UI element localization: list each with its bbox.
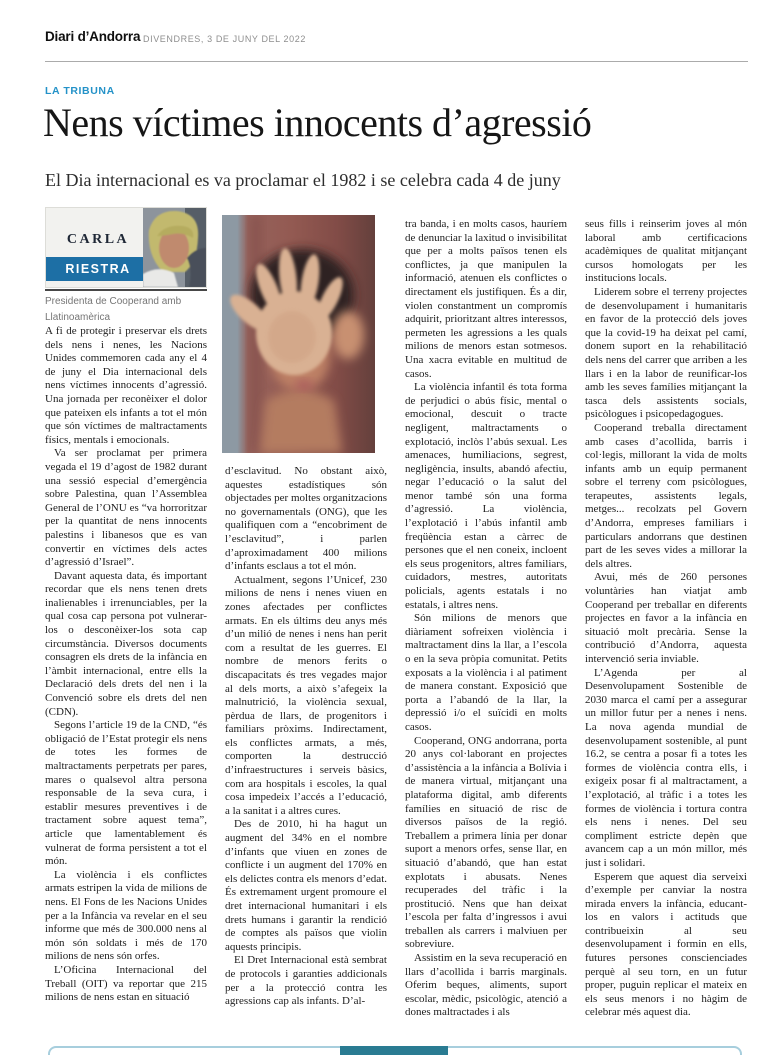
paragraph: Esperem que aquest dia serveixi d’exemple per canviar la nostra mirada envers la infància, educant-los en valors i actituds que contribueixin al seu desenvolupament i formin en ells, futures persones conscienciades perquè al seu torn, en un futur proper, puguin replicar el mateix en els seus menors i no hàgim de celebrar més aquest dia. (585, 870, 747, 1019)
article-column-1 (45, 325, 207, 1035)
paragraph: Liderem sobre el terreny projectes de desenvolupament i humanitaris en favor de la protecció dels joves que la covid-19 ha deixat pel camí, donem suport en la rehabilitació dels nens del carrer que arriben a les llars i en la labor de reunificar-los amb les seves famílies mitjançant la tasca dels assistents socials, psicòlogues i psicopedagogues. (585, 285, 747, 421)
paragraph: A fi de protegir i preservar els drets dels nens i nenes, les Nacions Unides commemoren cada any el 4 de juny el Dia internacional dels nens víctimes innocents d’agressió. Una jornada per reconèixer el dolor que pateixen els infants a tot el món que són víctimes de maltractaments físics, mentals i emocionals. (45, 325, 207, 446)
author-divider (45, 289, 207, 291)
paragraph: seus fills i reinserim joves al món laboral amb certificacions acadèmiques de qualitat mitjançant cursos homologats per les institucions locals. (585, 218, 747, 285)
author-card (45, 207, 207, 288)
article-photo-child-hand (222, 215, 375, 453)
paragraph: Segons l’article 19 de la CND, “és obligació de l’Estat protegir els nens de totes les formes de maltractaments perpetrats per pares, mares o qualsevol altra persona responsable de la seva cura, i establir mesures preventives i de tractament sobre aquest tema”, article que lamentablement és vulnerat de forma persistent a tot el món. (45, 719, 207, 868)
paragraph: L’Oficina Internacional del Treball (OIT) va reportar que 215 milions de nens estan en situació (45, 963, 207, 1004)
paragraph: tra banda, i en molts casos, hauríem de denunciar la laxitud o invisibilitat que per a molts països tenen els conflictes, ja que manipulen la informació, atenuen els conflictes o directament els justifiquen. És a dir, violen constantment un compromís adquirit, prioritzant altres interessos, permeten les agressions a les quals milions de menors estan sotmesos. Una xacra evitable en multitud de casos. (405, 218, 567, 380)
paragraph: La violència i els conflictes armats estripen la vida de milions de nens. El Fons de les Nacions Unides per a la Infància va revelar en el seu informe que més de 300.000 nens al món són soldats i més de 170 milions de nens són orfes. (45, 868, 207, 963)
paragraph: Davant aquesta data, és important recordar que els nens tenen drets inalienables i irrenunciables, per la qual cosa cap persona pot vulnerar-los o desconèixer-los sota cap circumstància. Diversos documents consagren els drets de la infància en l’àmbit internacional, entre ells la Declaració dels drets del nen i la Convenció sobre els drets del nen (CDN). (45, 569, 207, 718)
paragraph: Avui, més de 260 persones voluntàries han viatjat amb Cooperand per treballar en diferents projectes en favor a la infància en situació molt precària. Sense la contribució d’Andorra, aquesta intervenció seria inviable. (585, 571, 747, 665)
paragraph: d’esclavitud. No obstant això, aquestes estadístiques són objectades per moltes organitzacions no governamentals (ONG), que les qualifiquen com a “encobriment de l’esclavitud”, i parlen d’aproximadament 400 milions d’infants esclaus a tot el món. (225, 465, 387, 573)
masthead-date: DIVENDRES, 3 DE JUNY DEL 2022 (143, 34, 306, 44)
author-portrait-image (143, 208, 206, 287)
article-column-3 (405, 218, 567, 1035)
headline: Nens víctimes innocents d’agressió (43, 100, 592, 145)
paragraph: Des de 2010, hi ha hagut un augment del 34% en el nombre d’infants que viuen en zones de conflicte i un augment del 170% en els delictes contra els menors d’edat. És extremament urgent promoure el dret internacional humanitari i els drets humans i garantir la rendició de comptes als països que violin aquests principis. (225, 818, 387, 953)
paragraph: Assistim en la seva recuperació en llars d’acollida i barris marginals. Oferim beques, aliments, suport escolar, mèdic, psicològic, atenció a dones maltractades i als (405, 952, 567, 1019)
footer-teaser-accent (340, 1046, 448, 1055)
footer-teaser-box (48, 1046, 742, 1055)
article-column-2 (225, 465, 387, 1035)
subheadline: El Dia internacional es va proclamar el 1982 i se celebra cada 4 de juny (45, 170, 561, 190)
child-hand-image (222, 215, 375, 453)
section-label: LA TRIBUNA (45, 85, 115, 97)
paragraph: El Dret Internacional està sembrat de protocols i garanties addicionals per a la protecció contra les agressions cap als infants. D’al- (225, 954, 387, 1008)
article-column-4 (585, 218, 747, 1035)
paragraph: La violència infantil és tota forma de perjudici o abús físic, mental o emocional, descuit o tracte negligent, maltractaments o explotació, inclòs l’abús sexual. Les amenaces, humiliacions, segrest, negligència, insults, abandó afectiu, negar l’educació o la salut del menor també són una forma d’agressió. La violència, l’explotació i l’abús infantil amb freqüència estan a càrrec de persones que el nen coneix, incloent els seus progenitors, altres familiars, cuidadors, mestres, autoritats policials, agents estatals i no estatals, i altres nens. (405, 381, 567, 611)
paragraph: Cooperand, ONG andorrana, porta 20 anys col·laborant en projectes d’assistència a la infància a Bolívia i de manera virtual, mitjançant una plataforma digital, amb diferents famílies en situació de risc de diversos països de la regió. Treballem a primera línia per donar suport a menors orfes, sense llar, en situació d’abandó, que han estat explotats i abusats. Nenes recuperades del tràfic i la prostitució. Nens que han deixat l’escola per falta d’ingressos i avui treballen als carrers i malviuen per sobreviure. (405, 734, 567, 951)
author-first-name: CARLA (66, 232, 130, 247)
author-photo (143, 208, 206, 287)
paragraph: Cooperand treballa directament amb cases d’acollida, barris i col·legis, millorant la vida de molts infants amb un equip permanent sobre el terreny com psicòlogues, terapeutes, assistents legals, metges... recolzats pel Govern d’Andorra, empreses familiars i particulars andorrans que destinen part de les seves vides a millorar la dels altres. (585, 421, 747, 570)
masthead-rule (45, 61, 748, 62)
paragraph: L’Agenda per al Desenvolupament Sostenible de 2030 marca el camí per a assegurar un millor futur per a nenes i nens. La nova agenda mundial de desenvolupament sostenible, al punt 16.2, se centra a posar fi a totes les formes de violència contra ells, i exigeix posar fi al maltractament, a l’explotació, al tràfic i a totes les formes de violència i tortura contra els nens i nenes. Del seu compliment estricte depèn que avancem cap a un món millor, més just i solidari. (585, 666, 747, 869)
paragraph: Va ser proclamat per primera vegada el 19 d’agost de 1982 durant una sessió especial d’emergència sobre Palestina, quan l’Assemblea General de l’ONU es “va horroritzar per la quantitat de nens innocents palestins i libanesos que es van convertir en víctimes dels actes d’agressió d’Israel”. (45, 447, 207, 569)
paragraph: Són milions de menors que diàriament sofreixen violència i maltractament dins la llar, a l’escola o en la seva pròpia comunitat. Petits exposats a la violència i al patiment de manera constant. Exposició que porta a l’abandó de la llar, la depressió i/o el suïcidi en molts casos. (405, 612, 567, 733)
paragraph: Actualment, segons l’Unicef, 230 milions de nens i nenes viuen en zones afectades per conflictes armats. En els últims deu anys més d’un milió de nenes i nens han perit com a resultat de les guerres. El nombre de menors ferits o discapacitats és tres vegades major al dels morts, a això s’afegeix la malnutrició, la violència sexual, pèrdua de llars, de progenitors i familiars pròxims. Indirectament, els conflictes armats, a més, comporten la destrucció d’infraestructures i serveis bàsics, com ara hospitals i escoles, la qual cosa impedeix l’accés a l’educació, a la sanitat i a altres cures. (225, 573, 387, 817)
author-role: Presidenta de Cooperand amb Llatinoamèrica (45, 296, 182, 323)
masthead-title: Diari d’Andorra (45, 29, 141, 44)
author-last-name: RIESTRA (65, 262, 131, 276)
